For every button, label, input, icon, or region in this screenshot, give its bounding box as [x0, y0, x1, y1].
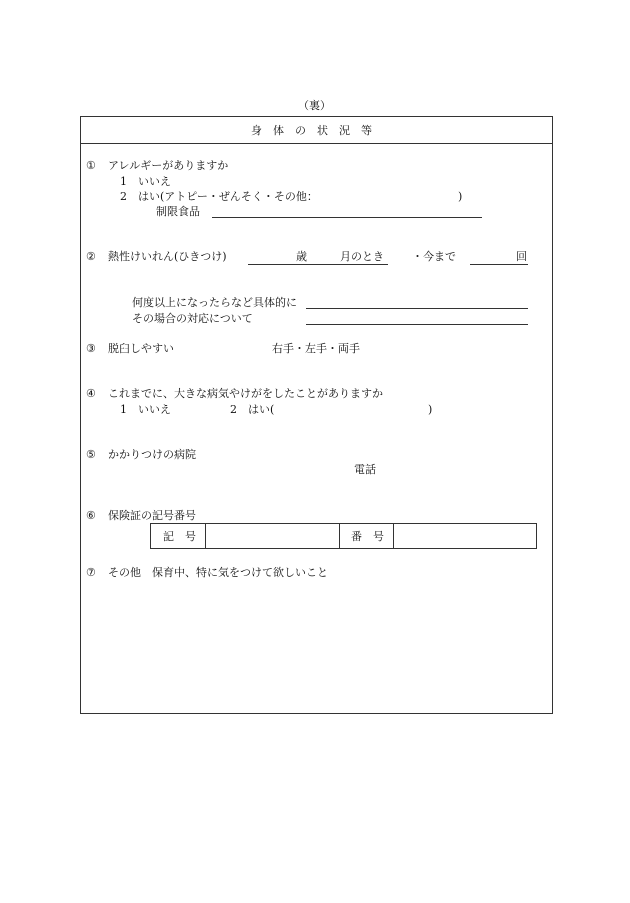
q4-option-no[interactable]: 1 いいえ — [120, 403, 171, 416]
q6-symbol-field[interactable] — [206, 524, 339, 548]
form-title: 身 体 の 状 況 等 — [251, 124, 372, 137]
q1-label: アレルギーがありますか — [108, 159, 229, 172]
q2-detail-field-2[interactable] — [306, 324, 528, 325]
q2-times-unit: 回 — [516, 250, 527, 263]
q2-label: 熱性けいれん(ひきつけ) — [108, 250, 227, 263]
q2-month-unit: 月のとき — [340, 250, 384, 263]
q7-number: ⑦ — [86, 566, 96, 579]
q2-number: ② — [86, 250, 96, 263]
q6-label: 保険証の記号番号 — [108, 509, 196, 522]
q4-option-yes-close: ) — [428, 403, 433, 416]
q1-restricted-food-label: 制限食品 — [156, 205, 200, 218]
q3-number: ③ — [86, 342, 96, 355]
q6-number-field[interactable] — [394, 524, 536, 548]
q1-restricted-food-field[interactable] — [212, 217, 482, 218]
q2-detail-label-2: その場合の対応について — [132, 312, 253, 325]
q6-number: ⑥ — [86, 509, 96, 522]
q1-option-no[interactable]: 1 いいえ — [120, 175, 171, 188]
back-side-label: （裏） — [298, 99, 331, 112]
q1-option-yes[interactable]: 2 はい(アトピー・ぜんそく・その他： — [120, 190, 318, 203]
q3-sides-options[interactable]: 右手・左手・両手 — [272, 342, 360, 355]
q6-number-label: 番 号 — [351, 530, 384, 543]
title-row — [81, 117, 552, 144]
q6-insurance-table — [150, 523, 537, 549]
q2-age-month-field[interactable] — [248, 264, 388, 265]
q2-detail-field-1[interactable] — [306, 308, 528, 309]
q3-label: 脱臼しやすい — [108, 342, 174, 355]
q6-symbol-label: 記 号 — [163, 530, 196, 543]
q2-detail-label-1: 何度以上になったらなど具体的に — [132, 296, 297, 309]
q4-option-yes[interactable]: 2 はい( — [230, 403, 275, 416]
q5-phone-label: 電話 — [354, 463, 376, 476]
q1-option-yes-close: ) — [458, 190, 463, 203]
q4-label: これまでに、大きな病気やけがをしたことがありますか — [108, 387, 383, 400]
q2-age-unit: 歳 — [296, 250, 307, 263]
q1-number: ① — [86, 159, 96, 172]
q5-label: かかりつけの病院 — [108, 448, 196, 461]
q2-times-field[interactable] — [470, 264, 528, 265]
q5-number: ⑤ — [86, 448, 96, 461]
q7-notes-area[interactable] — [86, 584, 546, 706]
q2-until-now: ・今まで — [412, 250, 456, 263]
q6-divider-2 — [339, 524, 340, 548]
q4-number: ④ — [86, 387, 96, 400]
q7-label: その他 保育中、特に気をつけて欲しいこと — [108, 566, 328, 579]
